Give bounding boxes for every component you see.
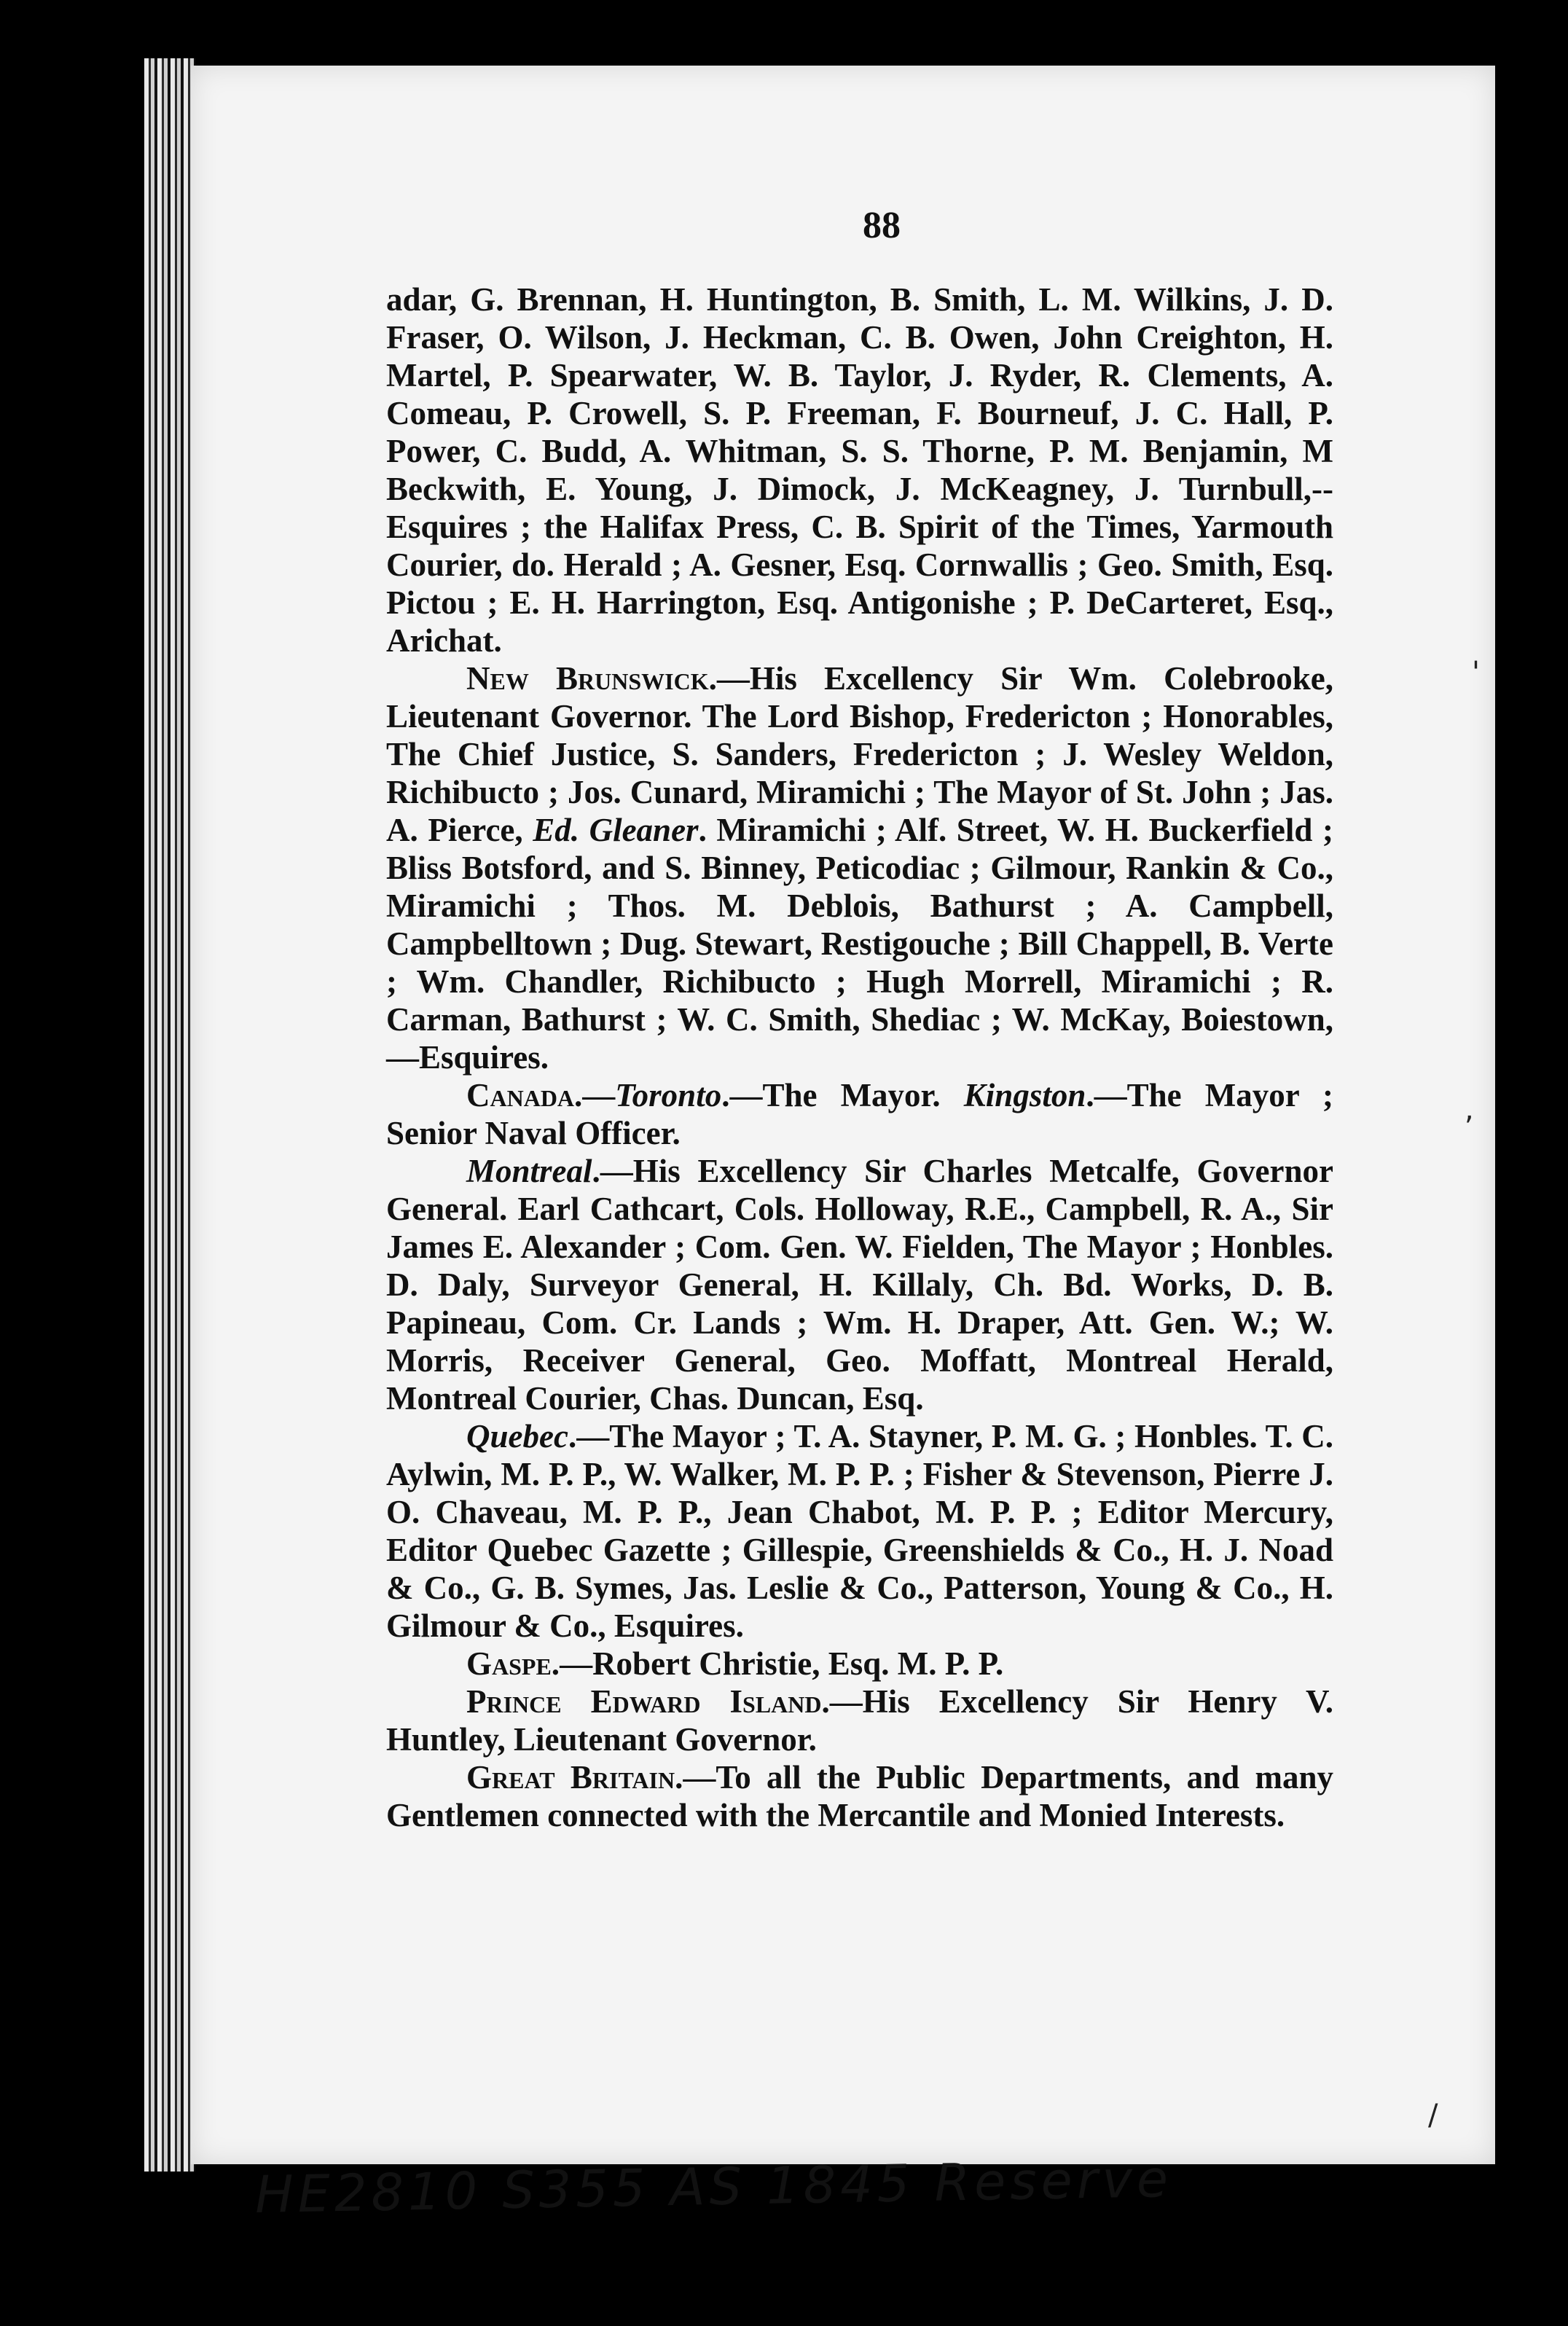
paragraph-text: .—The Mayor ; Senior Naval Officer. [386, 1077, 1333, 1151]
paragraph-text: —Robert Christie, Esq. M. P. P. [560, 1645, 1004, 1682]
italic-text: Kingston [963, 1077, 1086, 1113]
paragraph-text: —His Excellency Sir Henry V. Huntley, Lieutenant Governor. [386, 1683, 1333, 1758]
book-page-edges [144, 58, 195, 2172]
paragraph [386, 281, 1333, 659]
italic-text: Ed. Gleaner [533, 812, 699, 848]
paragraph [386, 1152, 1333, 1417]
section-heading: Great Britain. [466, 1759, 683, 1796]
paragraph [386, 1417, 1333, 1645]
ink-speck: ' [1472, 656, 1480, 689]
page-body-text [386, 281, 1333, 1834]
paragraph [386, 659, 1333, 1076]
paragraph-text: —To all the Public Departments, and many Gentlemen connected with the Mercantile and Monied Interests. [386, 1759, 1333, 1833]
section-heading: New Brunswick. [466, 660, 717, 697]
section-heading: Prince Edward Island. [466, 1683, 830, 1720]
paragraph-text: —His Excellency Sir Wm. Colebrooke, Lieutenant Governor. The Lord Bishop, Fredericton ; Honorables, The Chief Justice, S. Sanders, Fredericton ; J. Wesley Weldon, Richibucto ; Jos. Cunard, Miramichi ; The Mayor of St. John ; Jas. A. Pierce, [386, 660, 1333, 848]
paragraph-text: . Miramichi ; Alf. Street, W. H. Buckerfield ; Bliss Botsford, and S. Binney, Peticodiac ; Gilmour, Rankin & Co., Miramichi ; Thos. M. Deblois, Bathurst ; A. Campbell, Campbelltown ; Dug. Stewart, Restigouche ; Bill Chappell, B. Verte ; Wm. Chandler, Richibucto ; Hugh Morrell, Miramichi ; R. Carman, Bathurst ; W. C. Smith, Shediac ; W. McKay, Boiestown,—Esquires. [386, 812, 1333, 1076]
paragraph [386, 1076, 1333, 1152]
paragraph-text: .—The Mayor ; T. A. Stayner, P. M. G. ; Honbles. T. C. Aylwin, M. P. P., W. Walker, M. P. P. ; Fisher & Stevenson, Pierre J. O. Chaveau, M. P. P., Jean Chabot, M. P. P. ; Editor Mercury, Editor Quebec Gazette ; Gillespie, Greenshields & Co., H. J. Noad & Co., G. B. Symes, Jas. Leslie & Co., Patterson, Young & Co., H. Gilmour & Co., Esquires. [386, 1418, 1333, 1644]
paragraph [386, 1645, 1333, 1683]
section-heading: Canada. [466, 1077, 583, 1113]
handwritten-catalog-note: HE2810 S355 AS 1845 Reserve [254, 2149, 1173, 2225]
paragraph-text: adar, G. Brennan, H. Huntington, B. Smith, L. M. Wilkins, J. D. Fraser, O. Wilson, J. Heckman, C. B. Owen, John Creighton, H. Martel, P. Spearwater, W. B. Taylor, J. Ryder, R. Clements, A. Comeau, P. Crowell, S. P. Freeman, F. Bourneuf, J. C. Hall, P. Power, C. Budd, A. Whitman, S. S. Thorne, P. M. Benjamin, M Beckwith, E. Young, J. Dimock, J. McKeagney, J. Turnbull,--Esquires ; the Halifax Press, C. B. Spirit of the Times, Yarmouth Courier, do. Herald ; A. Gesner, Esq. Cornwallis ; Geo. Smith, Esq. Pictou ; E. H. Harrington, Esq. Antigonishe ; P. DeCarteret, Esq., Arichat. [386, 281, 1333, 659]
section-heading: Gaspe. [466, 1645, 560, 1682]
paragraph-text: — [582, 1077, 616, 1113]
ink-speck: , [1465, 1093, 1474, 1127]
paragraph-text: .—His Excellency Sir Charles Metcalfe, Governor General. Earl Cathcart, Cols. Holloway, R.E., Campbell, R. A., Sir James E. Alexander ; Com. Gen. W. Fielden, The Mayor ; Honbles. D. Daly, Surveyor General, H. Killaly, Ch. Bd. Works, D. B. Papineau, Com. Cr. Lands ; Wm. H. Draper, Att. Gen. W.; W. Morris, Receiver General, Geo. Moffatt, Montreal Herald, Montreal Courier, Chas. Duncan, Esq. [386, 1153, 1333, 1417]
page-number: 88 [863, 205, 901, 246]
paragraph-text: .—The Mayor. [721, 1077, 964, 1113]
paragraph [386, 1683, 1333, 1758]
italic-text: Quebec [466, 1418, 568, 1454]
paragraph [386, 1758, 1333, 1834]
ink-speck: / [1428, 2099, 1438, 2132]
italic-text: Montreal [466, 1153, 592, 1189]
italic-text: Toronto [615, 1077, 722, 1113]
